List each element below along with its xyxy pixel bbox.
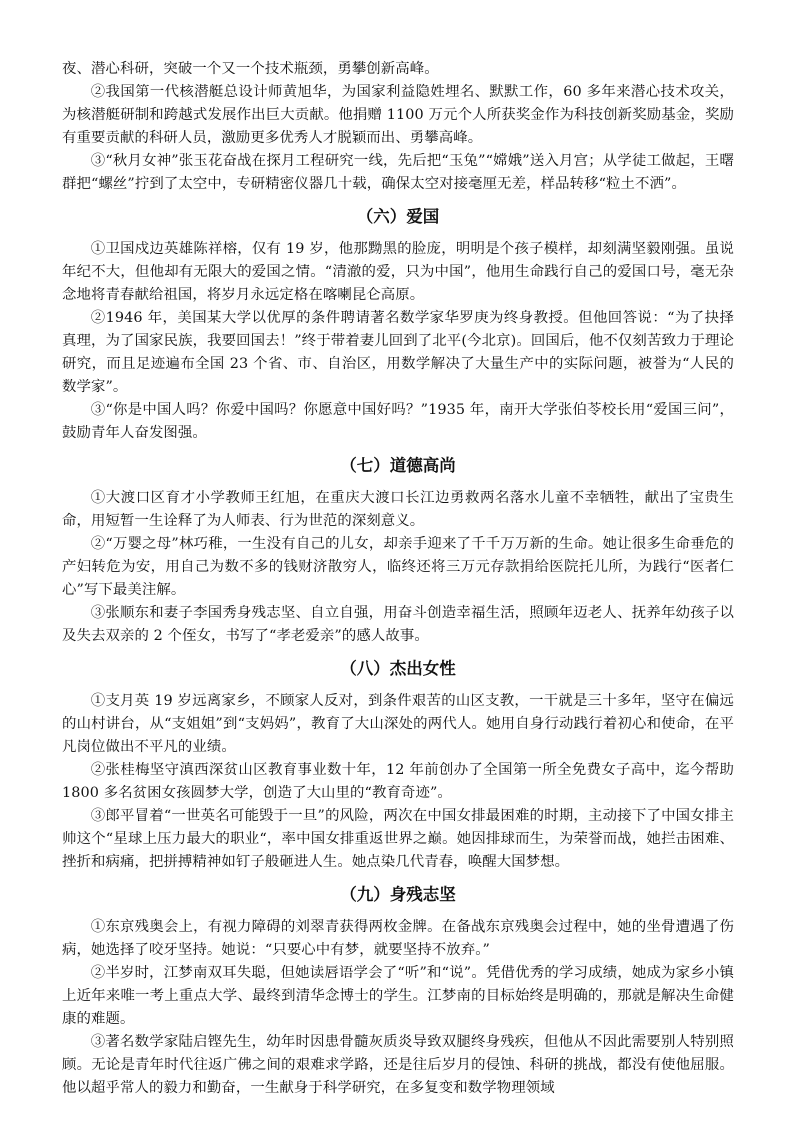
section-paragraph: ②半岁时，江梦南双耳失聪，但她读唇语学会了“听”和“说”。凭借优秀的学习成绩，她成为家乡小镇上近年来唯一考上重点大学、最终到清华念博士的学生。江梦南的目标始终是明确的，那就是解决生命健康的难题。 bbox=[62, 965, 734, 1027]
intro-paragraph: ③“秋月女神”张玉花奋战在探月工程研究一线，先后把“玉兔”“嫦娥”送入月宫；从学徒工做起，王曙群把“螺丝”拧到了太空中，专研精密仪器几十载，确保太空对接毫厘无差，样品转移“粒土不洒”。 bbox=[62, 153, 734, 192]
section-paragraph: ①卫国戍边英雄陈祥榕，仅有 19 岁，他那黝黑的脸庞，明明是个孩子模样，却刻满坚毅刚强。虽说年纪不大，但他却有无限大的爱国之情。“清澈的爱，只为中国”，他用生命践行自己的爱国口号，毫无杂念地将青春献给祖国，将岁月永远定格在喀喇昆仑高原。 bbox=[62, 241, 734, 303]
section-paragraph: ③张顺东和妻子李国秀身残志坚、自立自强，用奋斗创造幸福生活，照顾年迈老人、抚养年幼孩子以及失去双亲的 2 个侄女，书写了“孝老爱亲”的感人故事。 bbox=[62, 605, 734, 644]
section-noble-morality bbox=[62, 453, 734, 648]
document-page bbox=[62, 58, 734, 1100]
section-paragraph: ③郎平冒着“一世英名可能毁于一旦”的风险，两次在中国女排最困难的时期，主动接下了中国女排主帅这个“星球上压力最大的职业“，率中国女排重返世界之巅。她因排球而生，为荣誉而战，她拦击困难、挫折和病痛，把拼搏精神如钉子般砸进人生。她点染几代青春，唤醒大国梦想。 bbox=[62, 808, 734, 870]
section-paragraph: ③著名数学家陆启铿先生，幼年时因患骨髓灰质炎导致双腿终身残疾，但他从不因此需要别人特别照顾。无论是青年时代往返广佛之间的艰难求学路，还是往后岁月的侵蚀、科研的挑战，都没有使他屈服。他以超乎常人的毅力和勤奋，一生献身于科学研究，在多复变和数学物理领域 bbox=[62, 1034, 734, 1096]
intro-paragraph-continued: 夜、潜心科研，突破一个又一个技术瓶颈，勇攀创新高峰。 bbox=[62, 61, 439, 77]
section-title: （六）爱国 bbox=[356, 207, 440, 226]
section-title: （八）杰出女性 bbox=[340, 659, 456, 678]
section-title: （九）身残志坚 bbox=[340, 885, 456, 904]
section-paragraph: ①大渡口区育才小学教师王红旭，在重庆大渡口长江边勇救两名落水儿童不幸牺牲，献出了宝贵生命，用短暂一生诠释了为人师表、行为世范的深刻意义。 bbox=[62, 490, 734, 529]
section-paragraph: ①支月英 19 岁远离家乡，不顾家人反对，到条件艰苦的山区支教，一干就是三十多年，坚守在偏远的山村讲台，从“支姐姐”到“支妈妈”，教育了大山深处的两代人。她用自身行动践行着初心和使命，在平凡岗位做出不平凡的业绩。 bbox=[62, 693, 734, 755]
section-paragraph: ②张桂梅坚守滇西深贫山区教育事业数十年，12 年前创办了全国第一所全免费女子高中，迄今帮助 1800 多名贫困女孩圆梦大学，创造了大山里的“教育奇迹”。 bbox=[62, 762, 734, 801]
section-paragraph: ②1946 年，美国某大学以优厚的条件聘请著名数学家华罗庚为终身教授。但他回答说：“为了抉择真理，为了国家民族，我要回国去！”终于带着妻儿回到了北平(今北京)。回国后，他不仅刻苦致力于理论研究，而且足迹遍布全国 23 个省、市、自治区，用数学解决了大量生产中的实际问题，被誉为“人民的数学家”。 bbox=[62, 310, 734, 395]
intro-paragraph: ②我国第一代核潜艇总设计师黄旭华，为国家利益隐姓埋名、默默工作，60 多年来潜心技术攻关，为核潜艇研制和跨越式发展作出巨大贡献。他捐赠 1100 万元个人所获奖金作为科技创新奖励基金，奖励有重要贡献的科研人员，激励更多优秀人才脱颖而出、勇攀高峰。 bbox=[62, 84, 734, 146]
section-outstanding-women bbox=[62, 656, 734, 874]
section-title: （七）道德高尚 bbox=[340, 456, 456, 475]
section-patriotism bbox=[62, 204, 734, 445]
section-paragraph: ③“你是中国人吗？你爱中国吗？你愿意中国好吗？”1935 年，南开大学张伯苓校长用“爱国三问”，鼓励青年人奋发图强。 bbox=[62, 402, 734, 441]
section-paragraph: ①东京残奥会上，有视力障碍的刘翠青获得两枚金牌。在备战东京残奥会过程中，她的坐骨遭遇了伤病，她选择了咬牙坚持。她说：“只要心中有梦，就要坚持不放弃。” bbox=[62, 919, 734, 958]
section-disabled-but-determined bbox=[62, 882, 734, 1100]
section-paragraph: ②“万婴之母”林巧稚，一生没有自己的儿女，却亲手迎来了千千万万新的生命。她让很多生命垂危的产妇转危为安，用自己为数不多的钱财济散穷人，临终还将三万元存款捐给医院托儿所，为践行“医者仁心”写下最美注解。 bbox=[62, 536, 734, 598]
